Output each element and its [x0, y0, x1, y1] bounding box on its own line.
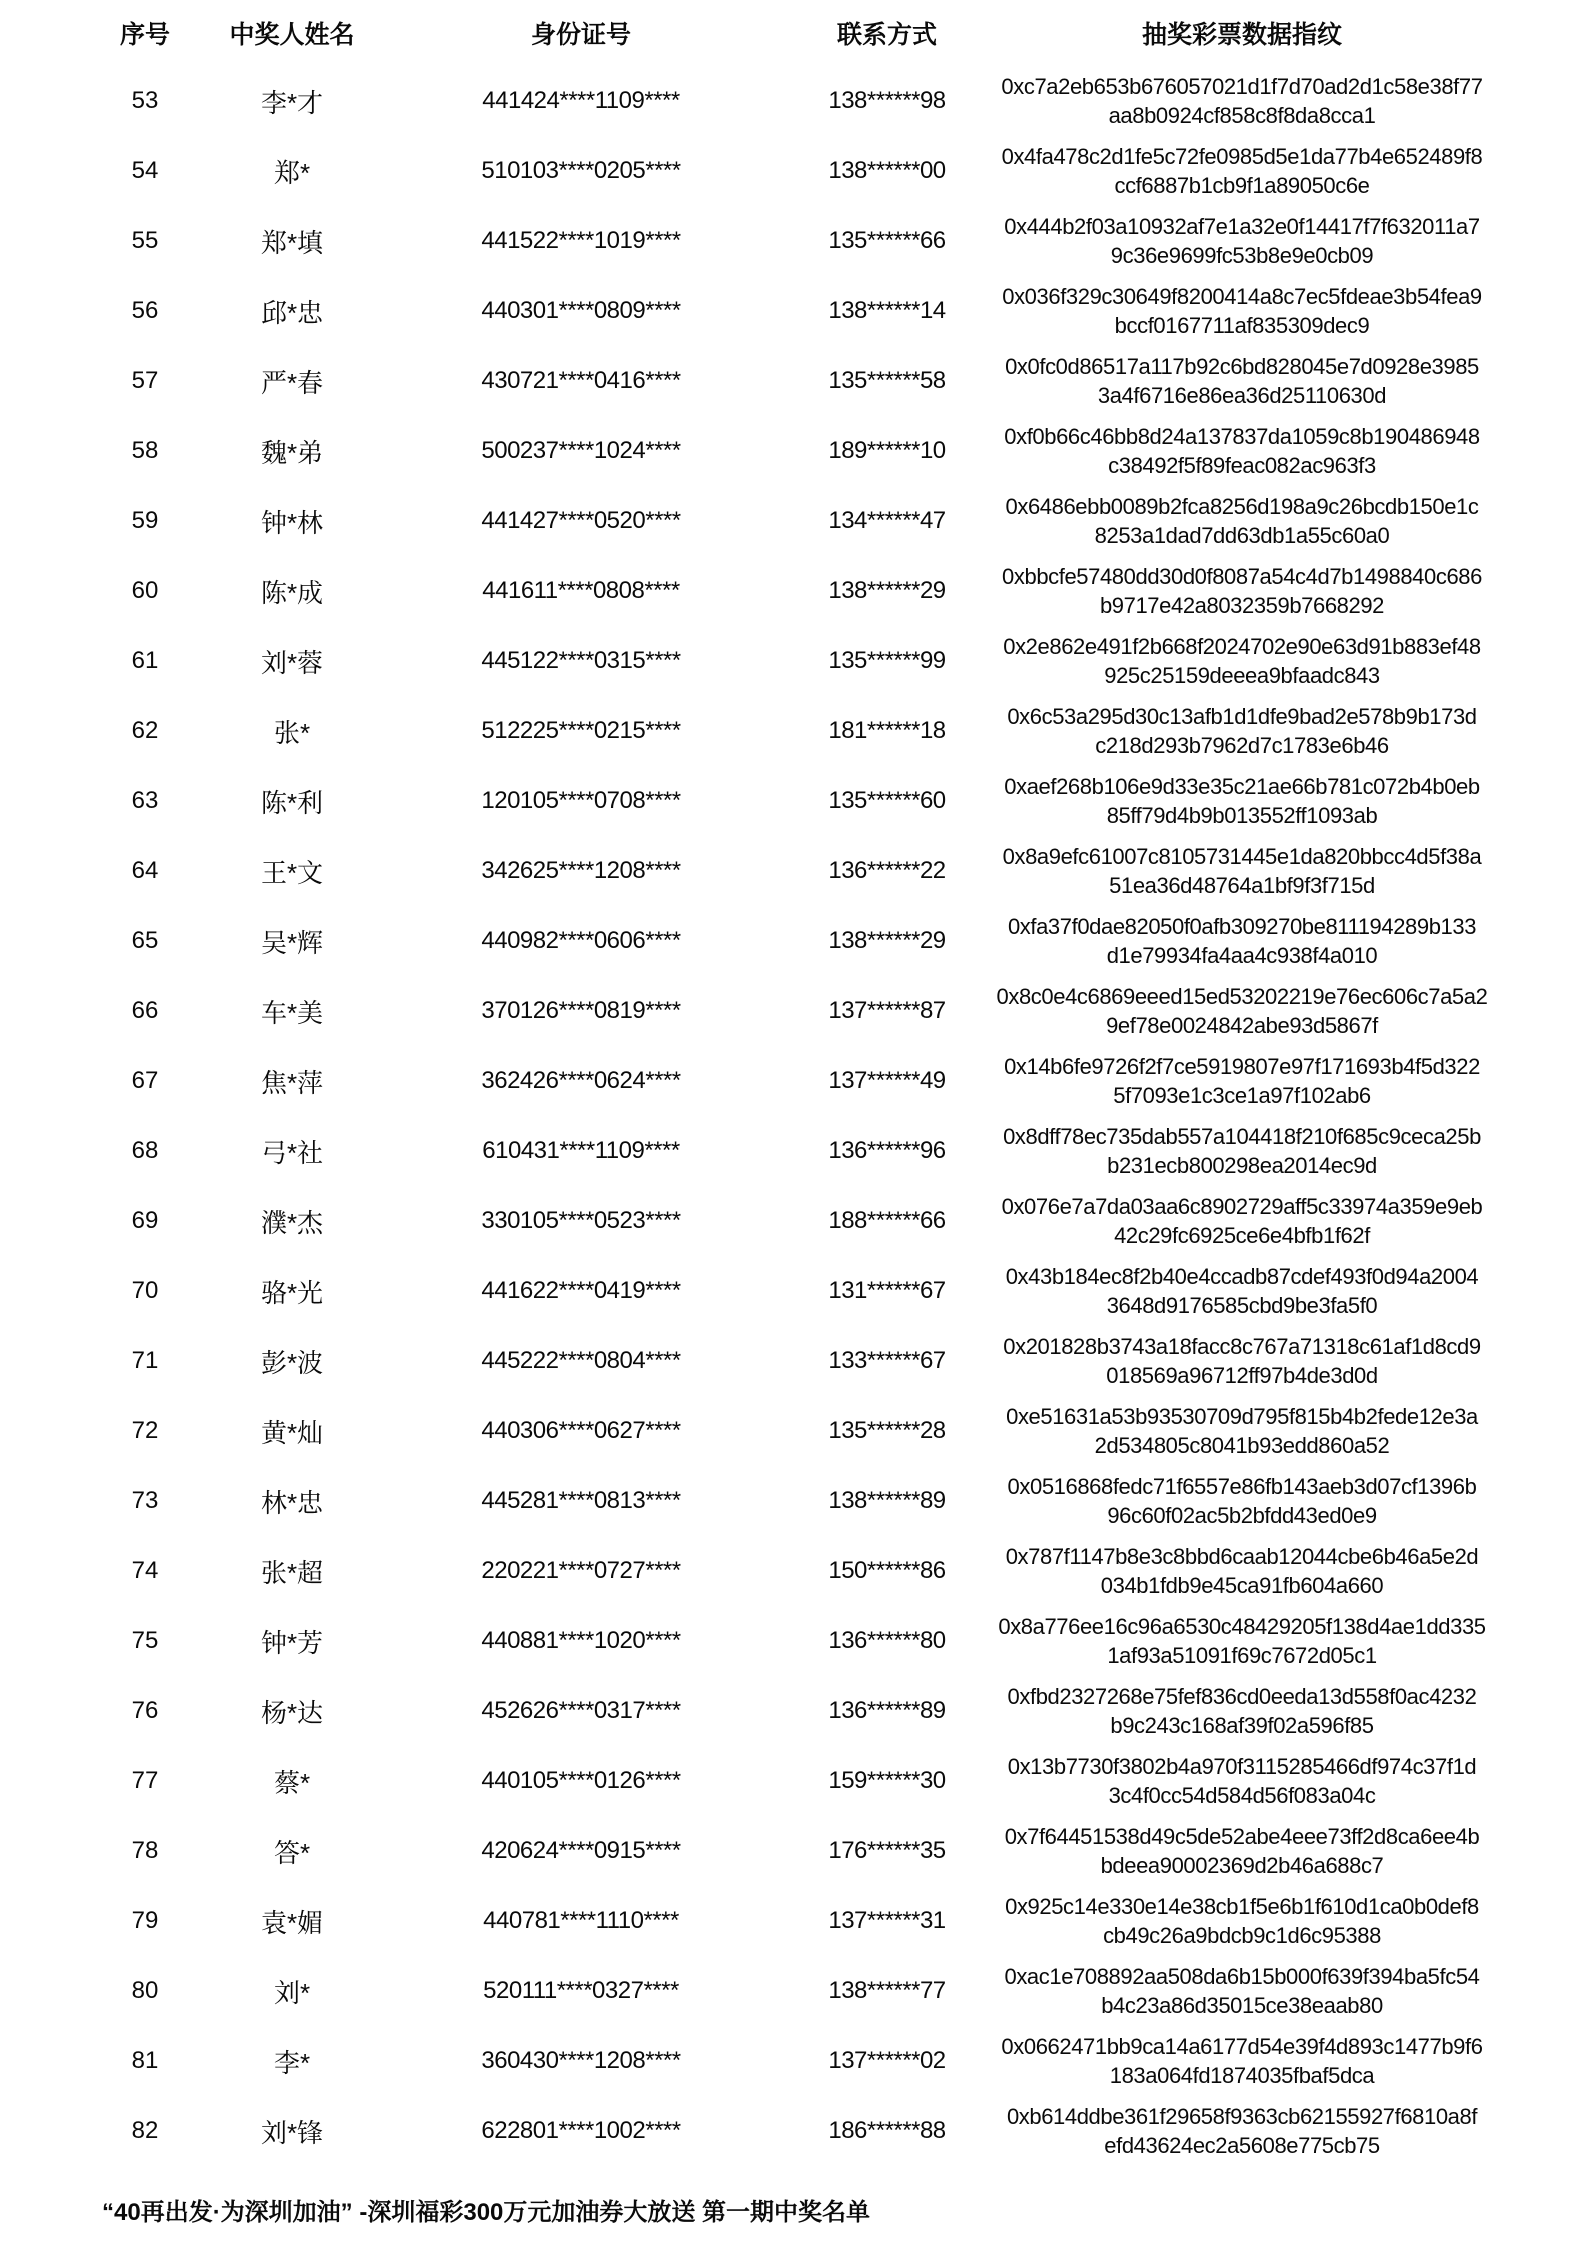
serial-cell: 79 — [131, 1907, 159, 1934]
winner-name-cell: 王*文 — [260, 857, 324, 888]
winner-name-cell: 蔡* — [273, 1767, 311, 1798]
fingerprint-line2: 1af93a51091f69c7672d05c1 — [1107, 1643, 1377, 1668]
winner-name-cell: 钟*芳 — [260, 1627, 324, 1658]
winner-row — [90, 276, 1586, 346]
fingerprint-line1: 0xaef268b106e9d33e35c21ae66b781c072b4b0eb — [1004, 774, 1480, 799]
serial-cell: 54 — [131, 157, 159, 184]
fingerprint-line2: 8253a1dad7dd63db1a55c60a0 — [1094, 523, 1390, 548]
winner-row — [90, 1886, 1586, 1956]
fingerprint-line1: 0x13b7730f3802b4a970f3115285466df974c37f1d — [1007, 1754, 1477, 1779]
id-number-cell: 440301****0809**** — [481, 297, 681, 324]
phone-cell: 137******87 — [828, 997, 946, 1024]
fingerprint-cell — [996, 912, 1488, 970]
id-number-cell: 510103****0205**** — [481, 157, 681, 184]
winner-name-cell: 严*春 — [260, 367, 324, 398]
fingerprint-cell — [996, 702, 1488, 760]
phone-cell: 135******99 — [828, 647, 946, 674]
fingerprint-line2: 9c36e9699fc53b8e9e0cb09 — [1110, 243, 1374, 268]
serial-cell: 62 — [131, 717, 159, 744]
serial-cell: 77 — [131, 1767, 159, 1794]
winner-name-cell: 张*超 — [260, 1557, 324, 1588]
phone-cell: 138******29 — [828, 577, 946, 604]
phone-cell: 150******86 — [828, 1557, 946, 1584]
phone-cell: 189******10 — [828, 437, 946, 464]
phone-cell: 135******66 — [828, 227, 946, 254]
phone-cell: 136******80 — [828, 1627, 946, 1654]
table-header-row — [90, 0, 1586, 66]
winner-row — [90, 836, 1586, 906]
header-cell-contact: 联系方式 — [836, 21, 937, 49]
winner-row — [90, 1676, 1586, 1746]
winner-name-cell: 林*忠 — [260, 1487, 324, 1518]
id-number-cell: 520111****0327**** — [483, 1977, 679, 2004]
phone-cell: 134******47 — [828, 507, 946, 534]
winner-row — [90, 696, 1586, 766]
fingerprint-line1: 0xb614ddbe361f29658f9363cb62155927f6810a8f — [1006, 2104, 1478, 2129]
header-cell-winner-name: 中奖人姓名 — [229, 21, 355, 49]
serial-cell: 67 — [131, 1067, 159, 1094]
fingerprint-line2: c218d293b7962d7c1783e6b46 — [1095, 733, 1389, 758]
winner-name-cell: 吴*辉 — [260, 927, 324, 958]
winner-name-cell: 陈*成 — [260, 577, 324, 608]
fingerprint-line1: 0xe51631a53b93530709d795f815b4b2fede12e3a — [1006, 1404, 1478, 1429]
serial-cell: 64 — [131, 857, 159, 884]
id-number-cell: 441611****0808**** — [482, 577, 680, 604]
header-cell-serial: 序号 — [119, 21, 170, 49]
id-number-cell: 430721****0416**** — [481, 367, 681, 394]
phone-cell: 136******22 — [828, 857, 946, 884]
fingerprint-line2: 5f7093e1c3ce1a97f102ab6 — [1113, 1083, 1371, 1108]
id-number-cell: 440982****0606**** — [481, 927, 681, 954]
fingerprint-cell — [996, 2032, 1488, 2090]
id-number-cell: 360430****1208**** — [481, 2047, 681, 2074]
fingerprint-line1: 0xfa37f0dae82050f0afb309270be811194289b133 — [1007, 914, 1477, 939]
phone-cell: 131******67 — [828, 1277, 946, 1304]
fingerprint-line2: ccf6887b1cb9f1a89050c6e — [1114, 173, 1370, 198]
fingerprint-cell — [996, 1752, 1488, 1810]
serial-cell: 80 — [131, 1977, 159, 2004]
fingerprint-line1: 0x201828b3743a18facc8c767a71318c61af1d8cd9 — [1003, 1334, 1481, 1359]
fingerprint-line2: 925c25159deeea9bfaadc843 — [1104, 663, 1380, 688]
fingerprint-line1: 0xbbcfe57480dd30d0f8087a54c4d7b1498840c686 — [1002, 564, 1482, 589]
id-number-cell: 330105****0523**** — [481, 1207, 681, 1234]
winner-name-cell: 魏*弟 — [260, 437, 324, 468]
serial-cell: 59 — [131, 507, 159, 534]
winner-name-cell: 刘* — [273, 1977, 311, 2008]
serial-cell: 81 — [131, 2047, 159, 2074]
fingerprint-line2: 9ef78e0024842abe93d5867f — [1106, 1013, 1378, 1038]
fingerprint-line1: 0x43b184ec8f2b40e4ccadb87cdef493f0d94a2004 — [1005, 1264, 1479, 1289]
id-number-cell: 220221****0727**** — [481, 1557, 681, 1584]
winner-name-cell: 陈*利 — [260, 787, 324, 818]
winner-name-cell: 黄*灿 — [260, 1417, 324, 1448]
winner-row — [90, 66, 1586, 136]
fingerprint-line1: 0x6486ebb0089b2fca8256d198a9c26bcdb150e1c — [1005, 494, 1479, 519]
winner-name-cell: 钟*林 — [260, 507, 324, 538]
winner-row — [90, 2026, 1586, 2096]
id-number-cell: 441522****1019**** — [481, 227, 681, 254]
phone-cell: 136******89 — [828, 1697, 946, 1724]
footer-caption: “40再出发·为深圳加油” -深圳福彩300万元加油券大放送 第一期中奖名单 — [102, 2199, 871, 2226]
fingerprint-line1: 0x8c0e4c6869eeed15ed53202219e76ec606c7a5a2 — [996, 984, 1488, 1009]
fingerprint-line2: cb49c26a9bdcb9c1d6c95388 — [1103, 1923, 1381, 1948]
id-number-cell: 370126****0819**** — [481, 997, 681, 1024]
fingerprint-cell — [996, 1472, 1488, 1530]
phone-cell: 137******49 — [828, 1067, 946, 1094]
winner-row — [90, 1816, 1586, 1886]
fingerprint-cell — [996, 1892, 1488, 1950]
fingerprint-line2: 2d534805c8041b93edd860a52 — [1094, 1433, 1390, 1458]
serial-cell: 66 — [131, 997, 159, 1024]
serial-cell: 69 — [131, 1207, 159, 1234]
serial-cell: 71 — [131, 1347, 159, 1374]
fingerprint-cell — [996, 1262, 1488, 1320]
phone-cell: 181******18 — [828, 717, 946, 744]
fingerprint-line2: efd43624ec2a5608e775cb75 — [1104, 2133, 1380, 2158]
winner-name-cell: 濮*杰 — [260, 1207, 324, 1238]
fingerprint-line2: bccf0167711af835309dec9 — [1114, 313, 1370, 338]
serial-cell: 55 — [131, 227, 159, 254]
fingerprint-cell — [996, 1402, 1488, 1460]
phone-cell: 137******31 — [828, 1907, 946, 1934]
id-number-cell: 342625****1208**** — [481, 857, 681, 884]
id-number-cell: 440781****1110**** — [483, 1907, 679, 1934]
fingerprint-line2: 018569a96712ff97b4de3d0d — [1106, 1363, 1378, 1388]
serial-cell: 82 — [131, 2117, 159, 2144]
winner-row — [90, 1746, 1586, 1816]
winner-row — [90, 416, 1586, 486]
phone-cell: 135******58 — [828, 367, 946, 394]
serial-cell: 74 — [131, 1557, 159, 1584]
id-number-cell: 445281****0813**** — [481, 1487, 681, 1514]
fingerprint-cell — [996, 1192, 1488, 1250]
serial-cell: 68 — [131, 1137, 159, 1164]
winner-name-cell: 车*美 — [260, 997, 324, 1028]
fingerprint-line2: 3c4f0cc54d584d56f083a04c — [1108, 1783, 1376, 1808]
phone-cell: 135******28 — [828, 1417, 946, 1444]
fingerprint-cell — [996, 562, 1488, 620]
phone-cell: 135******60 — [828, 787, 946, 814]
fingerprint-line1: 0x0fc0d86517a117b92c6bd828045e7d0928e3985 — [1005, 354, 1479, 379]
fingerprint-line2: b231ecb800298ea2014ec9d — [1107, 1153, 1377, 1178]
fingerprint-line2: 85ff79d4b9b013552ff1093ab — [1106, 803, 1378, 828]
winner-row — [90, 346, 1586, 416]
id-number-cell: 512225****0215**** — [481, 717, 681, 744]
header-cell-id-number: 身份证号 — [530, 21, 631, 49]
winner-name-cell: 李* — [273, 2047, 311, 2078]
phone-cell: 138******00 — [828, 157, 946, 184]
serial-cell: 60 — [131, 577, 159, 604]
winner-row — [90, 766, 1586, 836]
winner-name-cell: 彭*波 — [260, 1347, 324, 1378]
id-number-cell: 440105****0126**** — [481, 1767, 681, 1794]
phone-cell: 137******02 — [828, 2047, 946, 2074]
fingerprint-line2: c38492f5f89feac082ac963f3 — [1108, 453, 1376, 478]
fingerprint-line1: 0xfbd2327268e75fef836cd0eeda13d558f0ac4232 — [1007, 1684, 1477, 1709]
id-number-cell: 441424****1109**** — [482, 87, 680, 114]
fingerprint-cell — [996, 1052, 1488, 1110]
fingerprint-cell — [996, 1332, 1488, 1390]
serial-cell: 56 — [131, 297, 159, 324]
fingerprint-line1: 0x8a776ee16c96a6530c48429205f138d4ae1dd335 — [998, 1614, 1486, 1639]
phone-cell: 133******67 — [828, 1347, 946, 1374]
id-number-cell: 420624****0915**** — [481, 1837, 681, 1864]
winner-name-cell: 焦*萍 — [260, 1067, 324, 1098]
winner-row — [90, 136, 1586, 206]
fingerprint-line2: b9c243c168af39f02a596f85 — [1110, 1713, 1374, 1738]
phone-cell: 186******88 — [828, 2117, 946, 2144]
fingerprint-cell — [996, 352, 1488, 410]
fingerprint-cell — [996, 492, 1488, 550]
winner-row — [90, 1536, 1586, 1606]
fingerprint-line1: 0xc7a2eb653b676057021d1f7d70ad2d1c58e38f77 — [1001, 74, 1483, 99]
serial-cell: 65 — [131, 927, 159, 954]
header-cell-fingerprint: 抽奖彩票数据指纹 — [1141, 21, 1342, 49]
fingerprint-cell — [996, 842, 1488, 900]
fingerprint-cell — [996, 2102, 1488, 2160]
fingerprint-cell — [996, 72, 1488, 130]
fingerprint-line2: 3648d9176585cbd9be3fa5f0 — [1106, 1293, 1378, 1318]
fingerprint-line2: 96c60f02ac5b2bfdd43ed0e9 — [1107, 1503, 1377, 1528]
phone-cell: 138******77 — [828, 1977, 946, 2004]
fingerprint-line2: b9717e42a8032359b7668292 — [1099, 593, 1385, 618]
winner-name-cell: 答* — [273, 1837, 311, 1868]
serial-cell: 72 — [131, 1417, 159, 1444]
fingerprint-line2: 3a4f6716e86ea36d25110630d — [1097, 383, 1387, 408]
serial-cell: 76 — [131, 1697, 159, 1724]
phone-cell: 159******30 — [828, 1767, 946, 1794]
fingerprint-cell — [996, 1682, 1488, 1740]
winner-row — [90, 1116, 1586, 1186]
fingerprint-line2: aa8b0924cf858c8f8da8cca1 — [1108, 103, 1376, 128]
winner-name-cell: 邱*忠 — [260, 297, 324, 328]
fingerprint-cell — [996, 982, 1488, 1040]
fingerprint-line1: 0x14b6fe9726f2f7ce5919807e97f171693b4f5d322 — [1004, 1054, 1480, 1079]
fingerprint-line1: 0xac1e708892aa508da6b15b000f639f394ba5fc54 — [1004, 1964, 1480, 1989]
fingerprint-line2: bdeea90002369d2b46a688c7 — [1100, 1853, 1384, 1878]
serial-cell: 63 — [131, 787, 159, 814]
winner-row — [90, 1186, 1586, 1256]
fingerprint-line2: 034b1fdb9e45ca91fb604a660 — [1100, 1573, 1384, 1598]
winner-name-cell: 骆*光 — [260, 1277, 324, 1308]
phone-cell: 176******35 — [828, 1837, 946, 1864]
winner-name-cell: 李*才 — [260, 87, 324, 118]
fingerprint-line1: 0x925c14e330e14e38cb1f5e6b1f610d1ca0b0def8 — [1005, 1894, 1479, 1919]
id-number-cell: 622801****1002**** — [481, 2117, 681, 2144]
fingerprint-line1: 0x7f64451538d49c5de52abe4eee73ff2d8ca6ee4b — [1004, 1824, 1480, 1849]
serial-cell: 70 — [131, 1277, 159, 1304]
serial-cell: 78 — [131, 1837, 159, 1864]
fingerprint-line1: 0x2e862e491f2b668f2024702e90e63d91b883ef48 — [1003, 634, 1481, 659]
id-number-cell: 362426****0624**** — [481, 1067, 681, 1094]
winner-row — [90, 1046, 1586, 1116]
fingerprint-line1: 0x4fa478c2d1fe5c72fe0985d5e1da77b4e652489f8 — [1001, 144, 1483, 169]
fingerprint-cell — [996, 1822, 1488, 1880]
fingerprint-line1: 0x6c53a295d30c13afb1d1dfe9bad2e578b9b173d — [1007, 704, 1477, 729]
fingerprint-cell — [996, 1962, 1488, 2020]
winner-row — [90, 206, 1586, 276]
fingerprint-line1: 0x036f329c30649f8200414a8c7ec5fdeae3b54fea9 — [1002, 284, 1482, 309]
id-number-cell: 452626****0317**** — [481, 1697, 681, 1724]
winner-name-cell: 郑* — [273, 157, 311, 188]
id-number-cell: 500237****1024**** — [481, 437, 681, 464]
fingerprint-line2: d1e79934fa4aa4c938f4a010 — [1106, 943, 1378, 968]
serial-cell: 57 — [131, 367, 159, 394]
table-body — [90, 66, 1586, 2166]
fingerprint-cell — [996, 632, 1488, 690]
fingerprint-line1: 0x076e7a7da03aa6c8902729aff5c33974a359e9eb — [1001, 1194, 1483, 1219]
winner-row — [90, 906, 1586, 976]
fingerprint-line2: 183a064fd1874035fbaf5dca — [1109, 2063, 1375, 2088]
fingerprint-line1: 0x0516868fedc71f6557e86fb143aeb3d07cf1396b — [1007, 1474, 1477, 1499]
serial-cell: 58 — [131, 437, 159, 464]
phone-cell: 138******98 — [828, 87, 946, 114]
serial-cell: 75 — [131, 1627, 159, 1654]
id-number-cell: 440306****0627**** — [481, 1417, 681, 1444]
winner-name-cell: 张* — [273, 717, 311, 748]
phone-cell: 138******29 — [828, 927, 946, 954]
phone-cell: 136******96 — [828, 1137, 946, 1164]
winner-name-cell: 袁*媚 — [260, 1907, 324, 1938]
fingerprint-cell — [996, 212, 1488, 270]
winner-name-cell: 刘*蓉 — [260, 647, 324, 678]
id-number-cell: 441427****0520**** — [481, 507, 681, 534]
fingerprint-line1: 0x8dff78ec735dab557a104418f210f685c9ceca25b — [1003, 1124, 1481, 1149]
fingerprint-line1: 0x444b2f03a10932af7e1a32e0f14417f7f632011a7 — [1004, 214, 1480, 239]
id-number-cell: 441622****0419**** — [481, 1277, 681, 1304]
fingerprint-line2: 51ea36d48764a1bf9f3f715d — [1109, 873, 1375, 898]
winner-row — [90, 486, 1586, 556]
winner-row — [90, 1466, 1586, 1536]
winner-row — [90, 556, 1586, 626]
winner-name-cell: 弓*社 — [260, 1137, 324, 1168]
fingerprint-line1: 0x8a9efc61007c8105731445e1da820bbcc4d5f38a — [1002, 844, 1482, 869]
fingerprint-cell — [996, 1612, 1488, 1670]
fingerprint-line1: 0xf0b66c46bb8d24a137837da1059c8b190486948 — [1004, 424, 1480, 449]
id-number-cell: 445122****0315**** — [481, 647, 681, 674]
winner-name-cell: 杨*达 — [260, 1697, 324, 1728]
fingerprint-line2: b4c23a86d35015ce38eaab80 — [1101, 1993, 1383, 2018]
winner-row — [90, 1956, 1586, 2026]
fingerprint-cell — [996, 422, 1488, 480]
winner-row — [90, 976, 1586, 1046]
fingerprint-line2: 42c29fc6925ce6e4bfb1f62f — [1114, 1223, 1370, 1248]
id-number-cell: 120105****0708**** — [481, 787, 681, 814]
serial-cell: 73 — [131, 1487, 159, 1514]
phone-cell: 138******89 — [828, 1487, 946, 1514]
winner-row — [90, 2096, 1586, 2166]
fingerprint-cell — [996, 1122, 1488, 1180]
fingerprint-cell — [996, 1542, 1488, 1600]
phone-cell: 138******14 — [828, 297, 946, 324]
winner-name-cell: 刘*锋 — [260, 2117, 324, 2148]
fingerprint-line1: 0x0662471bb9ca14a6177d54e39f4d893c1477b9f6 — [1001, 2034, 1483, 2059]
id-number-cell: 440881****1020**** — [481, 1627, 681, 1654]
fingerprint-line1: 0x787f1147b8e3c8bbd6caab12044cbe6b46a5e2d — [1005, 1544, 1479, 1569]
id-number-cell: 610431****1109**** — [482, 1137, 680, 1164]
phone-cell: 188******66 — [828, 1207, 946, 1234]
winner-row — [90, 1396, 1586, 1466]
fingerprint-cell — [996, 142, 1488, 200]
fingerprint-cell — [996, 282, 1488, 340]
winner-row — [90, 626, 1586, 696]
fingerprint-cell — [996, 772, 1488, 830]
winner-row — [90, 1256, 1586, 1326]
winner-row — [90, 1606, 1586, 1676]
winner-row — [90, 1326, 1586, 1396]
winner-name-cell: 郑*填 — [260, 227, 324, 258]
serial-cell: 53 — [131, 87, 159, 114]
id-number-cell: 445222****0804**** — [481, 1347, 681, 1374]
serial-cell: 61 — [131, 647, 159, 674]
